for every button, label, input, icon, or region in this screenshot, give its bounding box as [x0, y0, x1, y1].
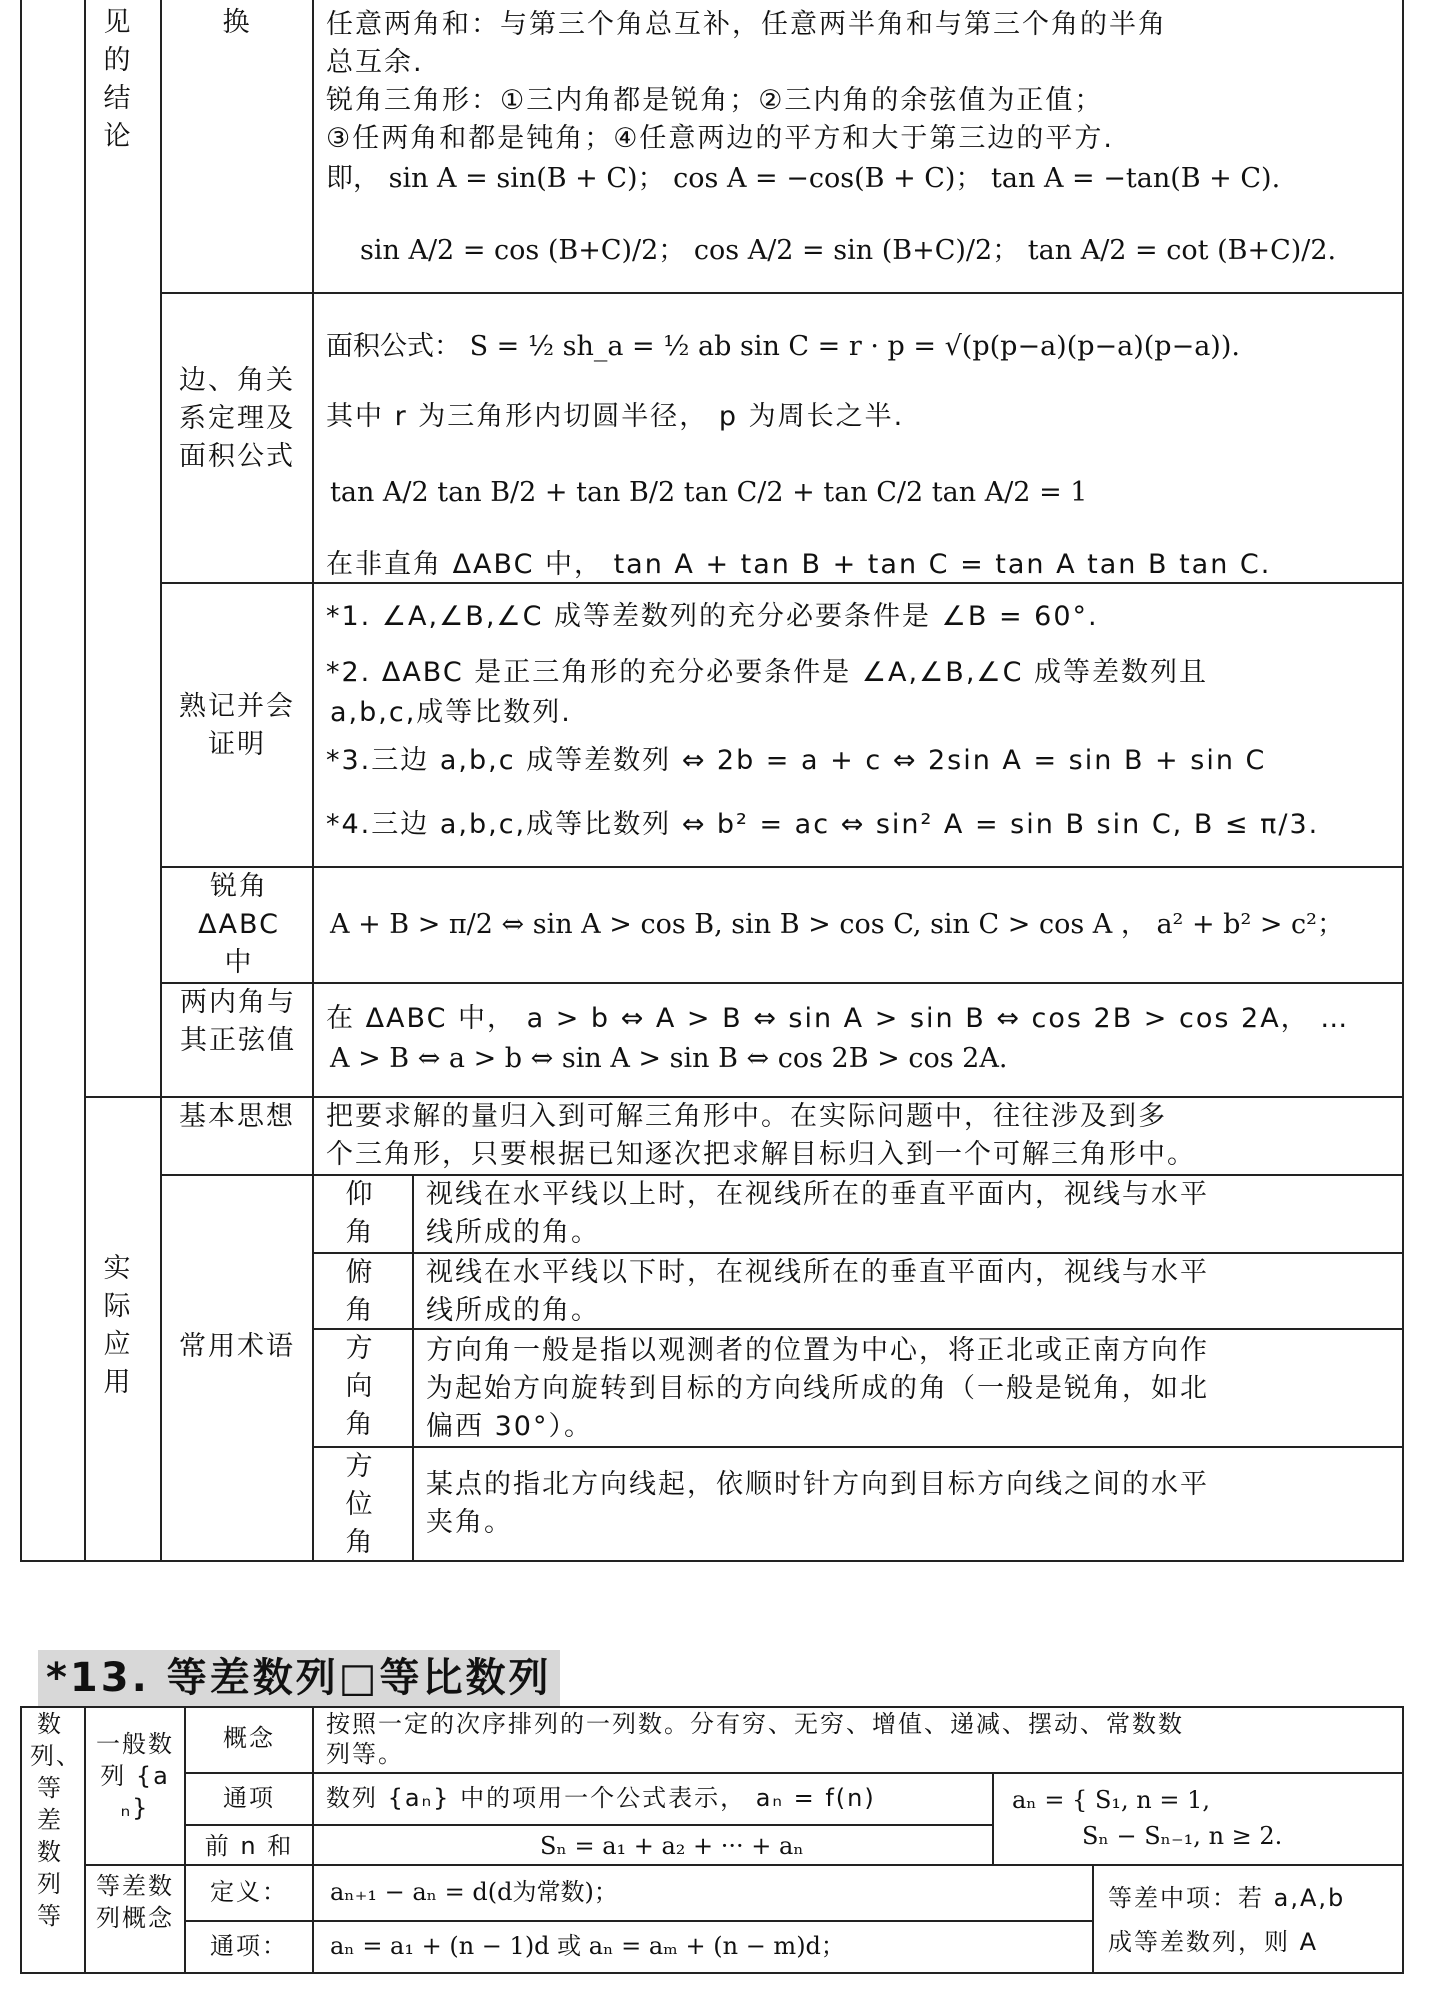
piecewise-line: Sₙ − Sₙ₋₁, n ≥ 2.	[1082, 1822, 1283, 1850]
row3-line: *1. ∠A,∠B,∠C 成等差数列的充分必要条件是 ∠B = 60°.	[326, 601, 1099, 632]
row6-line: 个三角形，只要根据已知逐次把求解目标归入到一个可解三角形中。	[326, 1139, 1196, 1170]
row1-line: ③任两角和都是钝角；④任意两边的平方和大于第三边的平方.	[326, 123, 1114, 154]
term-line: 为起始方向旋转到目标的方向线所成的角（一般是锐角，如北	[426, 1373, 1209, 1404]
row4-text: A + B > π/2 ⇔ sin A > cos B, sin B > cos C, sin C > cos A ， a² + b² > c²；	[330, 909, 1345, 940]
def-label: 定义：	[210, 1878, 288, 1906]
term-name: 仰角	[345, 1179, 375, 1248]
col1-top-label: 见的结论	[103, 7, 133, 152]
row5-line: A > B ⇔ a > b ⇔ sin A > sin B ⇔ cos 2B > cos 2A.	[330, 1043, 1008, 1074]
sum-text: Sₙ = a₁ + a₂ + ··· + aₙ	[540, 1832, 804, 1860]
term-line: 夹角。	[426, 1507, 513, 1538]
row-line	[184, 1772, 1404, 1774]
term-line: 偏西 30°）。	[426, 1411, 593, 1442]
term-name: 俯角	[345, 1257, 375, 1326]
row1-line: 任意两角和：与第三个角总互补，任意两半角和与第三个角的半角	[326, 9, 1167, 40]
row1-formula: 即， sin A = sin(B + C)； cos A = −cos(B + C)； tan A = −tan(B + C).	[326, 163, 1281, 194]
term-line: 某点的指北方向线起，依顺时针方向到目标方向线之间的水平	[426, 1469, 1209, 1500]
concept-line: 列等。	[326, 1740, 404, 1768]
s2-col1-label: 数列、等差数列等	[30, 1710, 82, 1930]
row4-label: 锐角ΔABC中	[198, 871, 280, 978]
row7-label: 常用术语	[179, 1331, 295, 1362]
row6-label: 基本思想	[179, 1101, 295, 1132]
piecewise-line: aₙ = { S₁, n = 1,	[1012, 1786, 1210, 1814]
row1-formula: sin A/2 = cos (B+C)/2； cos A/2 = sin (B+C)/2； tan A/2 = cot (B+C)/2.	[360, 235, 1337, 266]
row3-line: *4.三边 a,b,c,成等比数列 ⇔ b² = ac ⇔ sin² A = sin B sin C, B ≤ π/3.	[326, 809, 1320, 840]
arith-label: 等差数列概念	[96, 1872, 174, 1932]
col-line-2	[160, 0, 162, 1562]
row3-line: a,b,c,成等比数列.	[330, 697, 572, 728]
term-line: 线所成的角。	[426, 1217, 600, 1248]
row6-line: 把要求解的量归入到可解三角形中。在实际问题中，往往涉及到多	[326, 1101, 1167, 1132]
row2-line: 在非直角 ΔABC 中， tan A + tan B + tan C = tan A tan B tan C.	[326, 549, 1272, 580]
gen-text: aₙ = a₁ + (n − 1)d 或 aₙ = aₘ + (n − m)d；	[330, 1932, 845, 1960]
row2-line: 其中 r 为三角形内切圆半径， p 为周长之半.	[326, 401, 905, 432]
row3-line: *2. ΔABC 是正三角形的充分必要条件是 ∠A,∠B,∠C 成等差数列且	[326, 657, 1209, 688]
row-line	[184, 1824, 992, 1826]
row3-line: *3.三边 a,b,c 成等差数列 ⇔ 2b = a + c ⇔ 2sin A = sin B + sin C	[326, 745, 1267, 776]
vline	[992, 1772, 994, 1864]
term-line: 视线在水平线以上时，在视线所在的垂直平面内，视线与水平	[426, 1179, 1209, 1210]
col-line	[184, 1706, 186, 1974]
term-name: 方位角	[345, 1451, 375, 1558]
def-text: aₙ₊₁ − aₙ = d(d为常数)；	[330, 1878, 618, 1906]
row-line	[184, 1920, 1092, 1922]
term-line: 视线在水平线以下时，在视线所在的垂直平面内，视线与水平	[426, 1257, 1209, 1288]
row-line	[160, 866, 1404, 868]
row-line	[84, 1864, 1404, 1866]
row-line	[312, 1446, 1404, 1448]
mid-term-line: 等差中项：若 a,A,b	[1108, 1884, 1346, 1912]
term-text: 数列 {aₙ} 中的项用一个公式表示， aₙ = f(n)	[326, 1784, 876, 1812]
col1-bottom-label: 实际应用	[103, 1253, 133, 1398]
area-formula: 面积公式： S = ½ sh_a = ½ ab sin C = r · p = √(p(p−a)(p−a)(p−a)).	[326, 331, 1240, 362]
mid-term-line: 成等差数列，则 A	[1108, 1928, 1319, 1956]
col-line-1	[84, 0, 86, 1562]
row3-label: 熟记并会证明	[179, 691, 295, 760]
row-line	[160, 982, 1404, 984]
term-label: 通项	[223, 1784, 275, 1812]
col2-top-label: 换	[222, 7, 252, 38]
general-seq-label: 一般数列 {aₙ}	[96, 1730, 174, 1822]
row1-line: 锐角三角形：①三内角都是锐角；②三内角的余弦值为正值；	[326, 85, 1104, 116]
row-line	[160, 292, 1404, 294]
sum-label: 前 n 和	[204, 1832, 294, 1860]
row1-line: 总互余.	[326, 47, 424, 78]
concept-line: 按照一定的次序排列的一列数。分有穷、无穷、增值、递减、摆动、常数数	[326, 1710, 1184, 1738]
row5-label: 两内角与其正弦值	[180, 987, 296, 1056]
gen-label: 通项：	[210, 1932, 288, 1960]
term-col-line	[412, 1174, 414, 1562]
term-name: 方向角	[345, 1333, 375, 1440]
row5-line: 在 ΔABC 中， a > b ⇔ A > B ⇔ sin A > sin B ⇔ cos 2B > cos 2A， …	[326, 1003, 1350, 1034]
concept-label: 概念	[223, 1724, 275, 1752]
term-line: 线所成的角。	[426, 1295, 600, 1326]
col-line	[312, 1706, 314, 1974]
row2-label: 边、角关系定理及面积公式	[179, 365, 295, 472]
tan-identity: tan A/2 tan B/2 + tan B/2 tan C/2 + tan C/2 tan A/2 = 1	[330, 477, 1088, 508]
term-line: 方向角一般是指以观测者的位置为中心，将正北或正南方向作	[426, 1335, 1209, 1366]
section-title: *13. 等差数列□等比数列	[38, 1650, 560, 1706]
vline	[1092, 1864, 1094, 1974]
col-line	[84, 1706, 86, 1974]
